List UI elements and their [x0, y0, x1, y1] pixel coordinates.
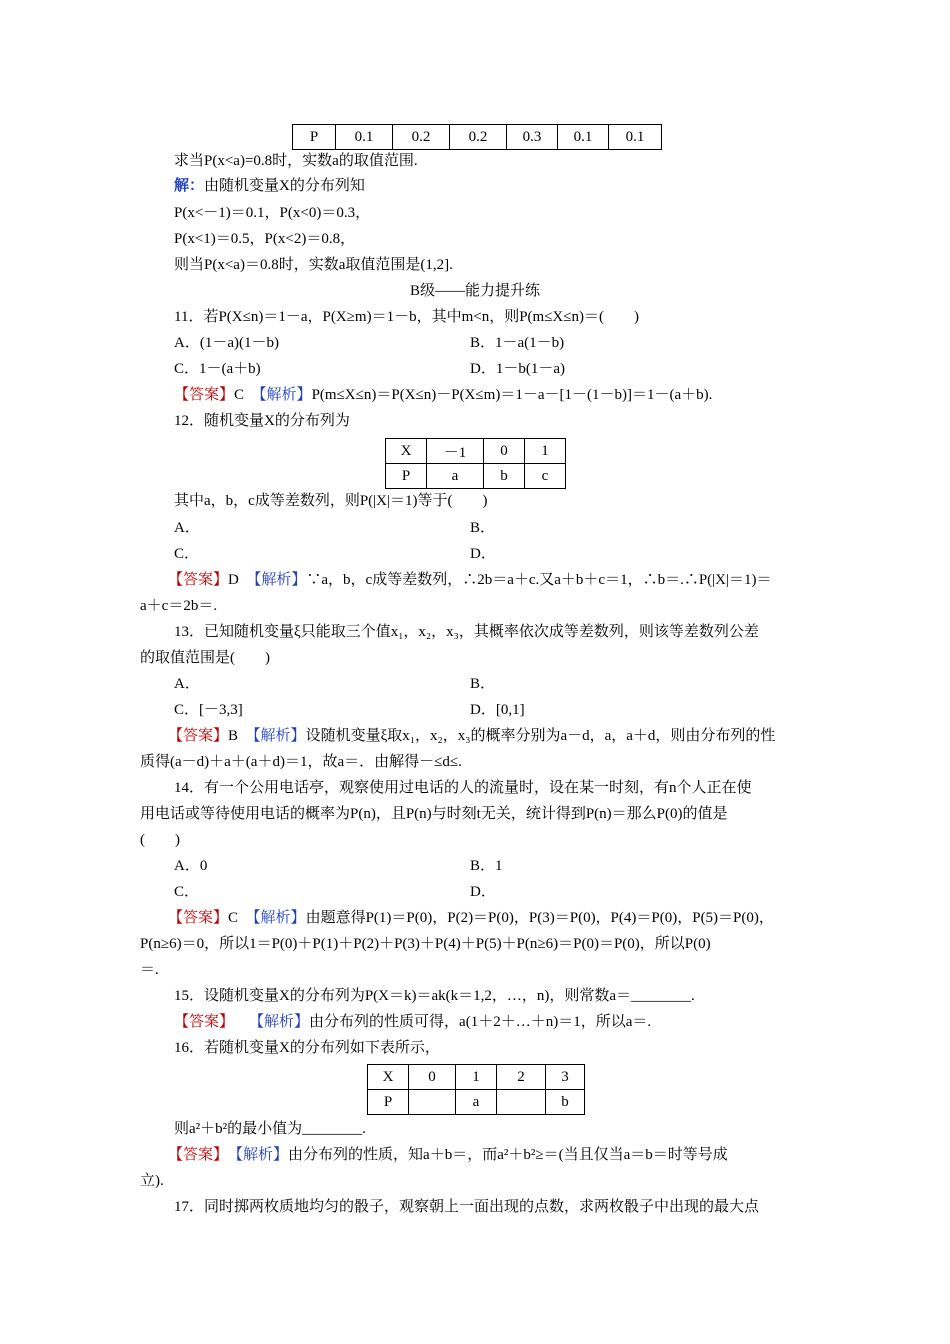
q15-question: 15．设随机变量X的分布列为P(X＝k)＝ak(k＝1,2，…，n)，则常数a＝________. — [174, 988, 695, 1004]
table-cell: b — [546, 1090, 585, 1115]
table-cell: 0 — [484, 439, 525, 464]
solution-line: 则当P(x<a)＝0.8时，实数a取值范围是(1,2]. — [174, 257, 453, 273]
analysis-text: 由题意得P(1)＝P(0)，P(2)＝P(0)，P(3)＝P(0)，P(4)＝P(0)，P(5)＝P(0)， — [305, 910, 774, 926]
q12-answer-line — [168, 569, 772, 591]
q11-option-b: B．1－a(1－b) — [470, 335, 565, 351]
answer-value: C — [234, 387, 245, 403]
q12-option-b: B． — [470, 520, 496, 536]
q12-question-cont: 其中a，b，c成等差数列，则P(|X|＝1)等于( ) — [174, 493, 488, 509]
solution-label: 解： — [174, 178, 205, 194]
q14-answer-line — [168, 907, 774, 929]
analysis-text: ∵a，b，c成等差数列，∴2b＝a＋c.又a＋b＋c＝1，∴b＝.∴P(|X|＝1)＝ — [306, 572, 772, 588]
table-header-cell: P — [293, 125, 336, 150]
table-cell — [409, 1090, 456, 1115]
table-cell: 0.2 — [393, 125, 450, 150]
q11-option-d: D．1－b(1－a) — [470, 361, 565, 377]
table-cell: a — [427, 464, 484, 489]
answer-label: 【答案】 — [174, 387, 235, 403]
q16-answer-line — [168, 1144, 728, 1166]
q12-option-c: C． — [174, 546, 200, 562]
table-cell: －1 — [427, 439, 484, 464]
table-cell — [497, 1090, 546, 1115]
table-cell: 1 — [456, 1065, 497, 1090]
analysis-text: 设随机变量ξ取x₁，x₂，x₃的概率分别为a－d，a，a＋d，则由分布列的性 — [305, 728, 776, 744]
table-cell: P — [386, 464, 427, 489]
answer-label: 【答案】 — [168, 1147, 221, 1163]
analysis-label: 【解析】 — [235, 1147, 289, 1163]
answer-value: C — [228, 910, 239, 926]
q13-analysis-cont: 质得(a－d)＋a＋(a＋d)＝1，故a＝．由解得－≤d≤. — [140, 754, 462, 770]
table-cell: X — [386, 439, 427, 464]
q14-analysis-cont: P(n≥6)＝0，所以1＝P(0)＋P(1)＋P(2)＋P(3)＋P(4)＋P(5)＋P(n≥6)＝P(0)＝P(0)，所以P(0) — [140, 936, 711, 952]
table-cell: 0 — [409, 1065, 456, 1090]
q13-option-a: A． — [174, 676, 200, 692]
solution-line: P(x<1)＝0.5，P(x<2)＝0.8， — [174, 231, 356, 247]
table-cell: 3 — [546, 1065, 585, 1090]
q13-answer-line — [168, 725, 775, 747]
q12-option-a: A． — [174, 520, 200, 536]
q10-question: 求当P(x<a)=0.8时，实数a的取值范围. — [174, 153, 418, 169]
q16-analysis-cont: 立). — [140, 1173, 164, 1189]
q14-question-cont: 用电话或等待使用电话的概率为P(n)，且P(n)与时刻t无关，统计得到P(n)＝那么P(0)的值是 — [140, 806, 728, 822]
q11-option-c: C．1－(a＋b) — [174, 361, 261, 377]
q14-option-d: D． — [470, 884, 496, 900]
q14-analysis-cont: ＝. — [140, 962, 159, 978]
q14-option-c: C． — [174, 884, 200, 900]
table-cell: 0.1 — [609, 125, 662, 150]
answer-label: 【答案】 — [174, 1014, 227, 1030]
top-distribution-table — [292, 124, 662, 150]
table-cell: 2 — [497, 1065, 546, 1090]
answer-value: D — [228, 572, 239, 588]
analysis-label: 【解析】 — [253, 728, 306, 744]
q13-option-d: D．[0,1] — [470, 702, 525, 718]
table-cell: X — [368, 1065, 409, 1090]
q13-question-cont: 的取值范围是( ) — [140, 650, 270, 666]
q13-option-c: C．[－3,3] — [174, 702, 243, 718]
answer-label: 【答案】 — [168, 728, 229, 744]
q16-question: 16．若随机变量X的分布列如下表所示， — [174, 1040, 440, 1056]
q14-option-a: A．0 — [174, 858, 208, 874]
table-cell: a — [456, 1090, 497, 1115]
answer-value: B — [228, 728, 239, 744]
analysis-label: 【解析】 — [253, 572, 307, 588]
q12-question: 12．随机变量X的分布列为 — [174, 413, 350, 429]
table-cell: P — [368, 1090, 409, 1115]
q15-answer-line — [174, 1011, 651, 1033]
q12-option-d: D． — [470, 546, 496, 562]
q17-question: 17．同时掷两枚质地均匀的骰子，观察朝上一面出现的点数，求两枚骰子中出现的最大点 — [174, 1199, 760, 1215]
q13-question: 13．已知随机变量ξ只能取三个值x₁，x₂，x₃，其概率依次成等差数列，则该等差数列公差 — [174, 624, 759, 640]
q16-question-cont: 则a²＋b²的最小值为________. — [174, 1121, 366, 1137]
q14-question-cont: ( ) — [140, 832, 180, 848]
analysis-label: 【解析】 — [256, 1014, 310, 1030]
solution-text: 由随机变量X的分布列知 — [204, 178, 365, 194]
q11-question: 11．若P(X≤n)＝1－a，P(X≥m)＝1－b，其中m<n，则P(m≤X≤n)＝( ) — [174, 309, 639, 325]
analysis-text: 由分布列的性质，知a＋b＝，而a²＋b²≥＝(当且仅当a＝b＝时等号成 — [288, 1147, 728, 1163]
table-cell: 0.2 — [450, 125, 507, 150]
table-cell: 0.3 — [507, 125, 558, 150]
q11-option-a: A．(1－a)(1－b) — [174, 335, 279, 351]
q14-question: 14．有一个公用电话亭，观察使用过电话的人的流量时，设在某一时刻，有n个人正在使 — [174, 780, 752, 796]
table-cell: 0.1 — [336, 125, 393, 150]
solution-line: P(x<－1)＝0.1，P(x<0)＝0.3， — [174, 205, 371, 221]
section-title: B级——能力提升练 — [409, 283, 540, 299]
q11-answer-line — [174, 384, 712, 406]
analysis-label: 【解析】 — [259, 387, 312, 403]
table-cell: c — [525, 464, 566, 489]
table-cell: b — [484, 464, 525, 489]
table-cell: 0.1 — [558, 125, 609, 150]
analysis-text: P(m≤X≤n)＝P(X≤n)－P(X≤m)＝1－a－[1－(1－b)]＝1－(a＋b). — [311, 387, 713, 403]
q13-option-b: B． — [470, 676, 496, 692]
solution-line — [174, 175, 365, 197]
q12-distribution-table — [385, 438, 566, 489]
table-cell: 1 — [525, 439, 566, 464]
analysis-text: 由分布列的性质可得，a(1＋2＋…＋n)＝1，所以a＝. — [309, 1014, 652, 1030]
answer-label: 【答案】 — [168, 910, 229, 926]
q14-option-b: B．1 — [470, 858, 503, 874]
q16-distribution-table — [367, 1064, 585, 1115]
q12-analysis-cont: a＋c＝2b＝. — [140, 598, 218, 614]
answer-label: 【答案】 — [168, 572, 229, 588]
analysis-label: 【解析】 — [253, 910, 306, 926]
